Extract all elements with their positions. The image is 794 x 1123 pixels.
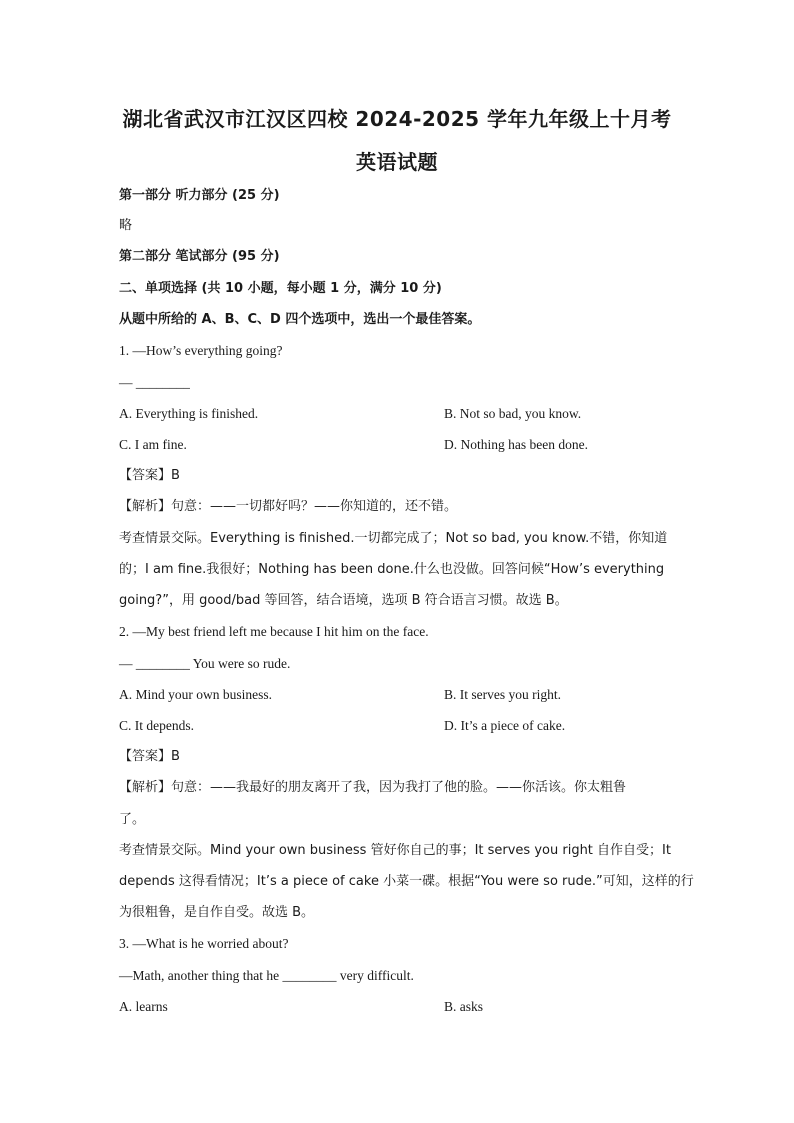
option-c: C. I am fine.	[119, 437, 187, 452]
analysis-line: 【解析】句意：——我最好的朋友离开了我，因为我打了他的脸。——你活该。你太粗鲁	[119, 780, 627, 795]
analysis-line: 为很粗鲁，是自作自受。故选 B。	[119, 905, 315, 920]
option-a: A. learns	[119, 999, 168, 1014]
answer: 【答案】B	[119, 749, 180, 764]
question-stem: 2. —My best friend left me because I hit him on the face.	[119, 624, 429, 639]
document-subtitle: 英语试题	[356, 150, 438, 174]
option-a: A. Everything is finished.	[119, 406, 259, 421]
part1-heading: 第一部分 听力部分 (25 分)	[119, 188, 280, 203]
question-reply: —Math, another thing that he ________ very difficult.	[119, 968, 414, 983]
part2-heading: 第二部分 笔试部分 (95 分)	[119, 249, 280, 264]
document-title: 湖北省武汉市江汉区四校 2024-2025 学年九年级上十月考	[122, 107, 672, 131]
option-b: B. It serves you right.	[444, 687, 561, 702]
question-stem: 3. —What is he worried about?	[119, 936, 289, 951]
analysis-line: 了。	[119, 812, 146, 827]
part1-body: 略	[119, 218, 133, 233]
option-c: C. It depends.	[119, 718, 194, 733]
option-b: B. Not so bad, you know.	[444, 406, 582, 421]
analysis-line: going?”，用 good/bad 等回答，结合语境，选项 B 符合语言习惯。故选 B。	[119, 593, 568, 608]
question-reply: — ________ You were so rude.	[119, 656, 291, 671]
option-d: D. It’s a piece of cake.	[444, 718, 566, 733]
section2-heading: 二、单项选择 (共 10 小题，每小题 1 分，满分 10 分)	[119, 281, 442, 296]
question-reply: — ________	[119, 375, 190, 390]
analysis-line: 【解析】句意：——一切都好吗？——你知道的，还不错。	[119, 499, 458, 514]
analysis-line: 的；I am fine.我很好；Nothing has been done.什么也没做。回答问候“How’s everything	[119, 562, 665, 577]
analysis-line: depends 这得看情况；It’s a piece of cake 小菜一碟。根据“You were so rude.”可知，这样的行	[119, 874, 694, 889]
instruction: 从题中所给的 A、B、C、D 四个选项中，选出一个最佳答案。	[119, 312, 481, 327]
answer: 【答案】B	[119, 468, 180, 483]
option-d: D. Nothing has been done.	[444, 437, 588, 452]
option-a: A. Mind your own business.	[119, 687, 273, 702]
analysis-line: 考查情景交际。Everything is finished.一切都完成了；Not so bad, you know.不错，你知道	[119, 531, 668, 546]
analysis-line: 考查情景交际。Mind your own business 管好你自己的事；It serves you right 自作自受；It	[119, 843, 671, 858]
question-stem: 1. —How’s everything going?	[119, 343, 283, 358]
option-b: B. asks	[444, 999, 484, 1014]
